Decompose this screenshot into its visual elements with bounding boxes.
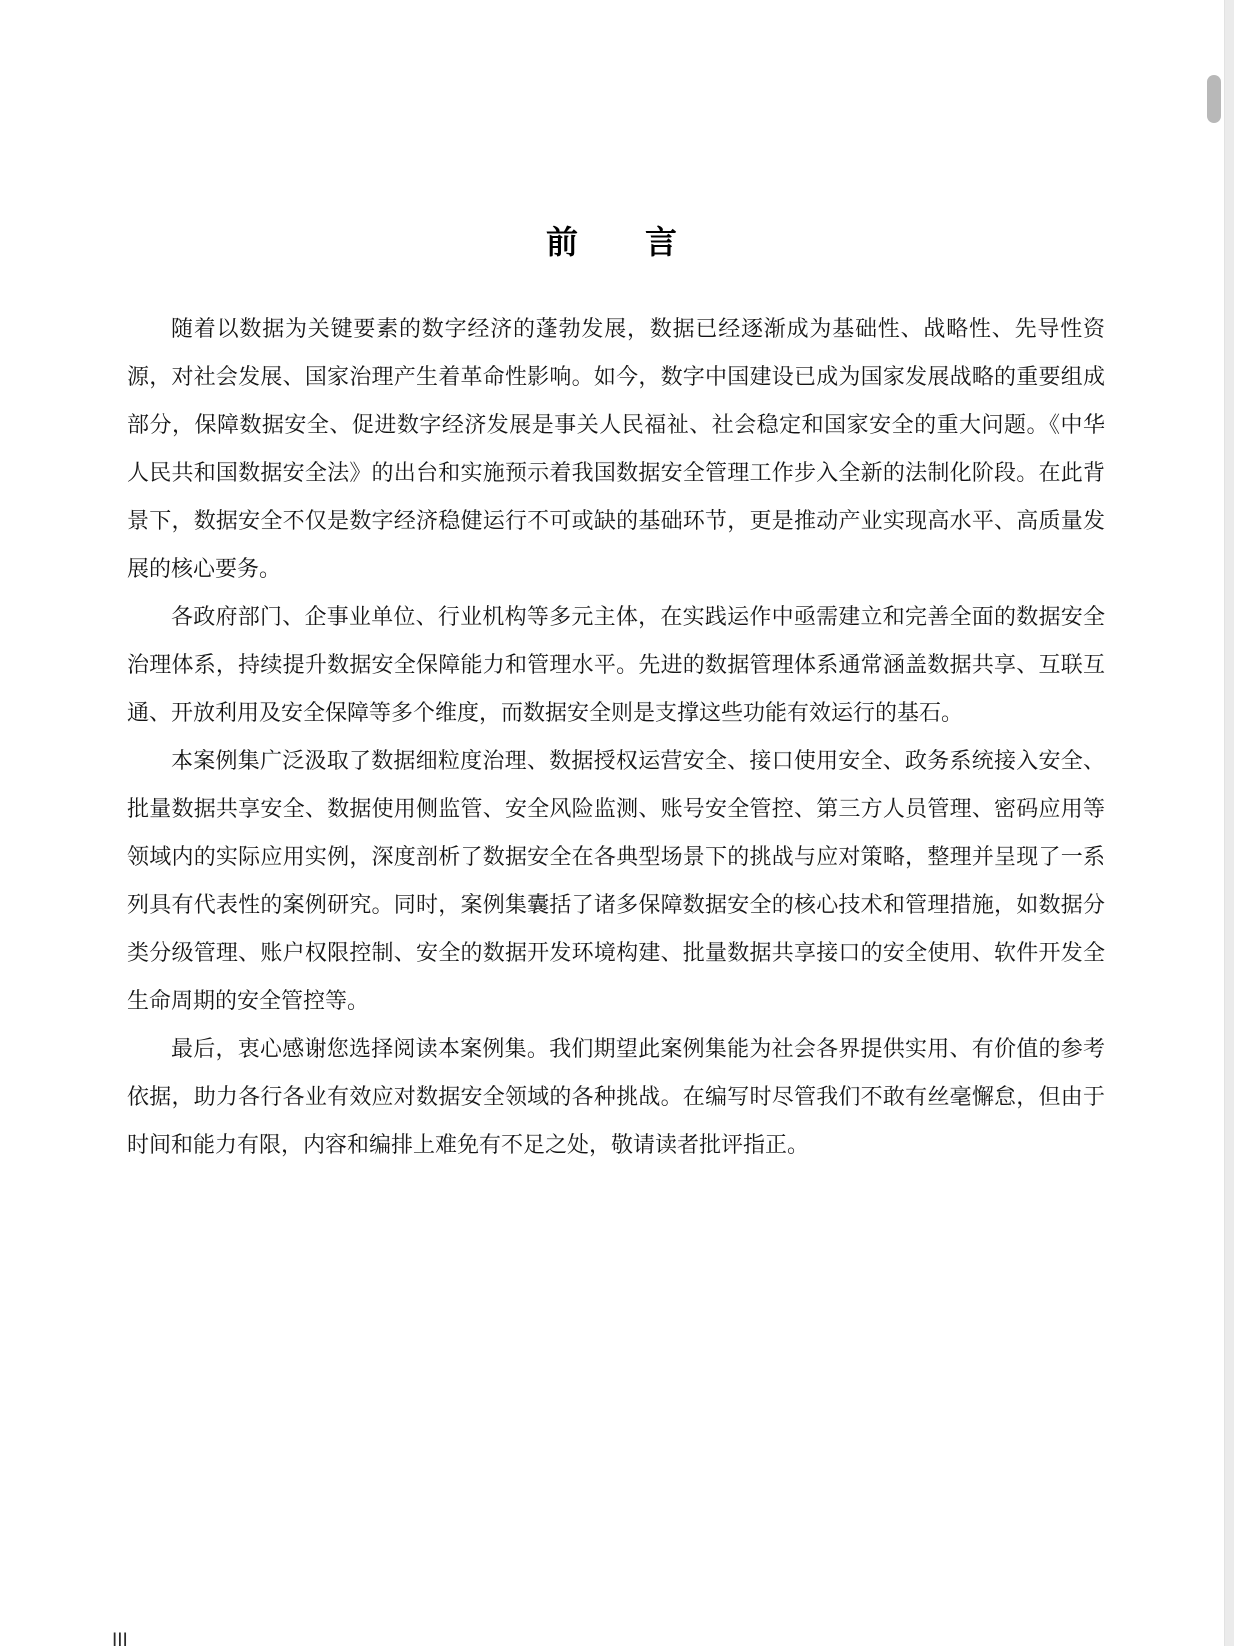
page-number: III bbox=[112, 1630, 128, 1646]
preface-paragraph: 各政府部门、企事业单位、行业机构等多元主体，在实践运作中亟需建立和完善全面的数据安全治理体系，持续提升数据安全保障能力和管理水平。先进的数据管理体系通常涵盖数据共享、互联互通、开放利用及安全保障等多个维度，而数据安全则是支撑这些功能有效运行的基石。 bbox=[127, 604, 1105, 725]
preface-body bbox=[127, 305, 1105, 1169]
preface-paragraph: 本案例集广泛汲取了数据细粒度治理、数据授权运营安全、接口使用安全、政务系统接入安全、批量数据共享安全、数据使用侧监管、安全风险监测、账号安全管控、第三方人员管理、密码应用等领域内的实际应用实例，深度剖析了数据安全在各典型场景下的挑战与应对策略，整理并呈现了一系列具有代表性的案例研究。同时，案例集囊括了诸多保障数据安全的核心技术和管理措施，如数据分类分级管理、账户权限控制、安全的数据开发环境构建、批量数据共享接口的安全使用、软件开发全生命周期的安全管控等。 bbox=[127, 748, 1105, 1013]
page-title: 前 言 bbox=[545, 224, 678, 260]
preface-paragraph: 随着以数据为关键要素的数字经济的蓬勃发展，数据已经逐渐成为基础性、战略性、先导性资源，对社会发展、国家治理产生着革命性影响。如今，数字中国建设已成为国家发展战略的重要组成部分，保障数据安全、促进数字经济发展是事关人民福祉、社会稳定和国家安全的重大问题。《中华人民共和国数据安全法》的出台和实施预示着我国数据安全管理工作步入全新的法制化阶段。在此背景下，数据安全不仅是数字经济稳健运行不可或缺的基础环节，更是推动产业实现高水平、高质量发展的核心要务。 bbox=[127, 316, 1105, 581]
scrollbar-track[interactable] bbox=[1224, 0, 1234, 1646]
scrollbar-thumb[interactable] bbox=[1207, 75, 1221, 123]
preface-paragraph: 最后，衷心感谢您选择阅读本案例集。我们期望此案例集能为社会各界提供实用、有价值的参考依据，助力各行各业有效应对数据安全领域的各种挑战。在编写时尽管我们不敢有丝毫懈怠，但由于时间和能力有限，内容和编排上难免有不足之处，敬请读者批评指正。 bbox=[127, 1036, 1105, 1157]
